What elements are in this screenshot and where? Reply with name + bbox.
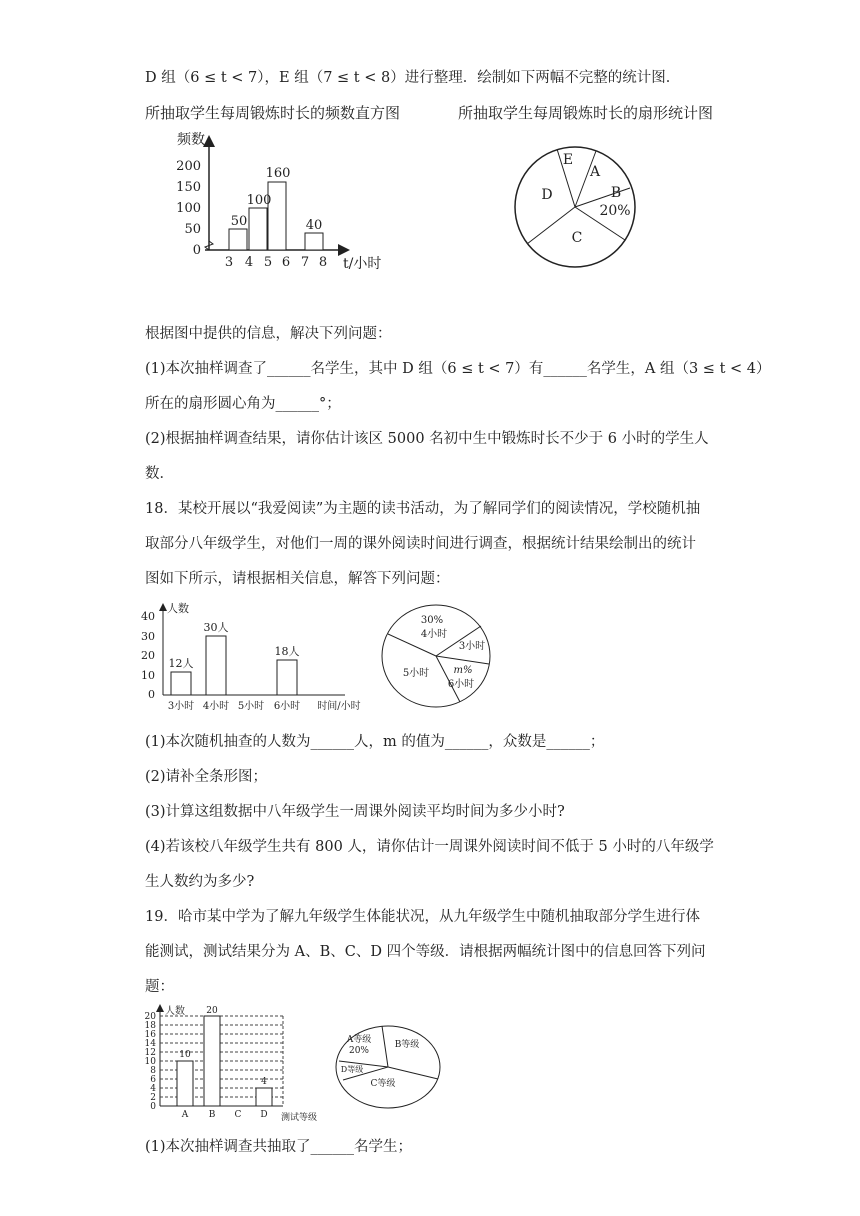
x-tick: 4小时 <box>202 701 230 712</box>
x-tick: 4 <box>244 255 254 270</box>
bar-y-label: 人数 <box>165 1006 185 1017</box>
pie-chart-title: 所抽取学生每周锻炼时长的扇形统计图 <box>458 104 714 122</box>
y-tick: 8 <box>150 1066 156 1076</box>
x-tick: C <box>234 1110 242 1120</box>
bar-y-label: 人数 <box>167 602 189 615</box>
x-tick: B <box>208 1110 216 1120</box>
bar-label: 4 <box>261 1077 267 1087</box>
y-tick: 50 <box>184 222 201 237</box>
histogram-y-label: 频数 <box>177 132 205 148</box>
pie-label-4h: 4小时 <box>420 629 448 640</box>
q19-line3: 题： <box>145 979 174 995</box>
histogram-x-ticks <box>225 255 327 270</box>
bar-label: 50 <box>230 214 248 229</box>
pie-label-a: A等级 <box>346 1035 372 1045</box>
q18-line1: 18．某校开展以“我爱阅读”为主题的读书活动，为了解同学们的阅读情况，学校随机抽 <box>145 501 701 517</box>
q17-sub1-line1: (1)本次抽样调查了______名学生，其中 D 组（6 ≤ t < 7）有______名学生，A 组（3 ≤ t < 4） <box>145 361 771 377</box>
q18-sub4-line1: (4)若该校八年级学生共有 800 人，请你估计一周课外阅读时间不低于 5 小时的八年级学 <box>145 839 714 855</box>
y-tick: 30 <box>141 630 155 643</box>
x-tick: 5小时 <box>237 701 265 712</box>
y-tick: 150 <box>176 180 201 195</box>
bar-7-8 <box>305 233 323 250</box>
q17-pie-chart <box>510 140 640 270</box>
x-tick: 6 <box>281 255 291 270</box>
bar-label: 40 <box>305 218 323 233</box>
y-tick: 6 <box>150 1075 156 1085</box>
y-tick: 20 <box>141 649 155 662</box>
bar-a <box>177 1061 193 1106</box>
bar-4h <box>206 636 226 695</box>
y-tick: 2 <box>150 1093 156 1103</box>
histogram-y-ticks <box>176 159 201 258</box>
q17-sub2-line2: 数． <box>145 466 174 482</box>
pie-label-a-percent: 20% <box>348 1046 370 1056</box>
bar-b <box>204 1016 220 1106</box>
bar-label: 160 <box>265 166 291 181</box>
histogram-x-label: t/小时 <box>343 256 382 272</box>
y-tick: 10 <box>144 1057 156 1067</box>
bar-label: 10 <box>179 1050 191 1060</box>
bar-6h <box>277 660 297 695</box>
y-tick: 200 <box>176 159 201 174</box>
q19-bar-chart <box>143 1002 343 1127</box>
pie-label-m-percent: m% <box>453 665 473 676</box>
pie-label-b: B等级 <box>394 1040 420 1050</box>
pie-label-c: C <box>571 230 583 246</box>
y-tick: 18 <box>144 1021 156 1031</box>
bar-y-ticks <box>145 1012 157 1112</box>
pie-label-6h: 6小时 <box>447 679 475 690</box>
q18-sub2: (2)请补全条形图； <box>145 769 268 785</box>
x-tick: 3 <box>224 255 234 270</box>
q18-sub4-line2: 生人数约为多少? <box>145 874 255 890</box>
y-tick: 10 <box>141 669 155 682</box>
q18-line3: 图如下所示，请根据相关信息，解答下列问题： <box>145 571 450 587</box>
histogram-title: 所抽取学生每周锻炼时长的频数直方图 <box>145 104 401 122</box>
bar-label: 20 <box>206 1006 218 1016</box>
q17-prompt: 根据图中提供的信息，解决下列问题： <box>145 326 392 342</box>
q18-bar-chart <box>141 600 375 715</box>
y-tick: 0 <box>150 1102 156 1112</box>
q19-line2: 能测试，测试结果分为 A、B、C、D 四个等级．请根据两幅统计图中的信息回答下列问 <box>145 944 706 960</box>
q19-pie-chart <box>333 1022 448 1112</box>
bar-label: 100 <box>246 193 272 208</box>
q18-pie-chart <box>380 602 495 712</box>
bar-x-label: 测试等级 <box>280 1113 318 1123</box>
y-tick: 0 <box>192 243 201 258</box>
pie-label-4h-percent: 30% <box>420 615 444 626</box>
pie-label-d: D等级 <box>340 1065 364 1074</box>
q17-intro-line: D 组（6 ≤ t < 7），E 组（7 ≤ t < 8）进行整理．绘制如下两幅不完整的统计图． <box>145 70 681 86</box>
x-tick: A <box>181 1110 189 1120</box>
bar-3-4 <box>229 229 247 250</box>
y-tick: 16 <box>144 1030 156 1040</box>
bar-d <box>256 1088 272 1106</box>
pie-label-e: E <box>562 152 574 168</box>
y-tick: 4 <box>150 1084 156 1094</box>
y-tick: 40 <box>141 610 155 623</box>
y-tick: 100 <box>176 201 201 216</box>
bar-label: 12人 <box>168 657 194 670</box>
x-tick: 5 <box>263 255 273 270</box>
q18-sub3: (3)计算这组数据中八年级学生一周课外阅读平均时间为多少小时? <box>145 804 565 820</box>
x-tick: 7 <box>300 255 310 270</box>
q18-line2: 取部分八年级学生，对他们一周的课外阅读时间进行调查，根据统计结果绘制出的统计 <box>145 536 696 552</box>
bar-label: 18人 <box>274 645 300 658</box>
pie-label-d: D <box>541 187 553 203</box>
q18-sub1: (1)本次随机抽查的人数为______人，m 的值为______，众数是______； <box>145 734 605 750</box>
pie-label-3h: 3小时 <box>458 641 486 652</box>
y-tick: 20 <box>144 1012 156 1022</box>
x-tick: 8 <box>318 255 328 270</box>
bar-y-ticks <box>141 610 155 701</box>
bar-x-label: 时间/小时 <box>317 701 361 712</box>
y-tick: 0 <box>148 688 155 701</box>
q17-histogram <box>165 128 405 278</box>
bar-4-5 <box>249 208 267 250</box>
y-tick: 12 <box>144 1048 156 1058</box>
q19-line1: 19．哈市某中学为了解九年级学生体能状况，从九年级学生中随机抽取部分学生进行体 <box>145 909 700 925</box>
bar-label: 30人 <box>203 621 229 634</box>
pie-label-5h: 5小时 <box>402 668 430 679</box>
x-tick: 6小时 <box>273 701 301 712</box>
x-tick: 3小时 <box>167 701 195 712</box>
pie-label-c: C等级 <box>370 1079 396 1089</box>
pie-label-a: A <box>589 164 601 180</box>
y-tick: 14 <box>144 1039 156 1049</box>
pie-label-b-percent: 20% <box>599 203 631 219</box>
pie-label-b: B <box>610 185 622 201</box>
q17-sub1-line2: 所在的扇形圆心角为______°； <box>145 396 341 412</box>
bar-3h <box>171 672 191 695</box>
x-tick: D <box>260 1110 268 1120</box>
q19-sub1: (1)本次抽样调查共抽取了______名学生； <box>145 1139 413 1155</box>
q17-sub2-line1: (2)根据抽样调查结果，请你估计该区 5000 名初中生中锻炼时长不少于 6 小时的学生人 <box>145 431 709 447</box>
